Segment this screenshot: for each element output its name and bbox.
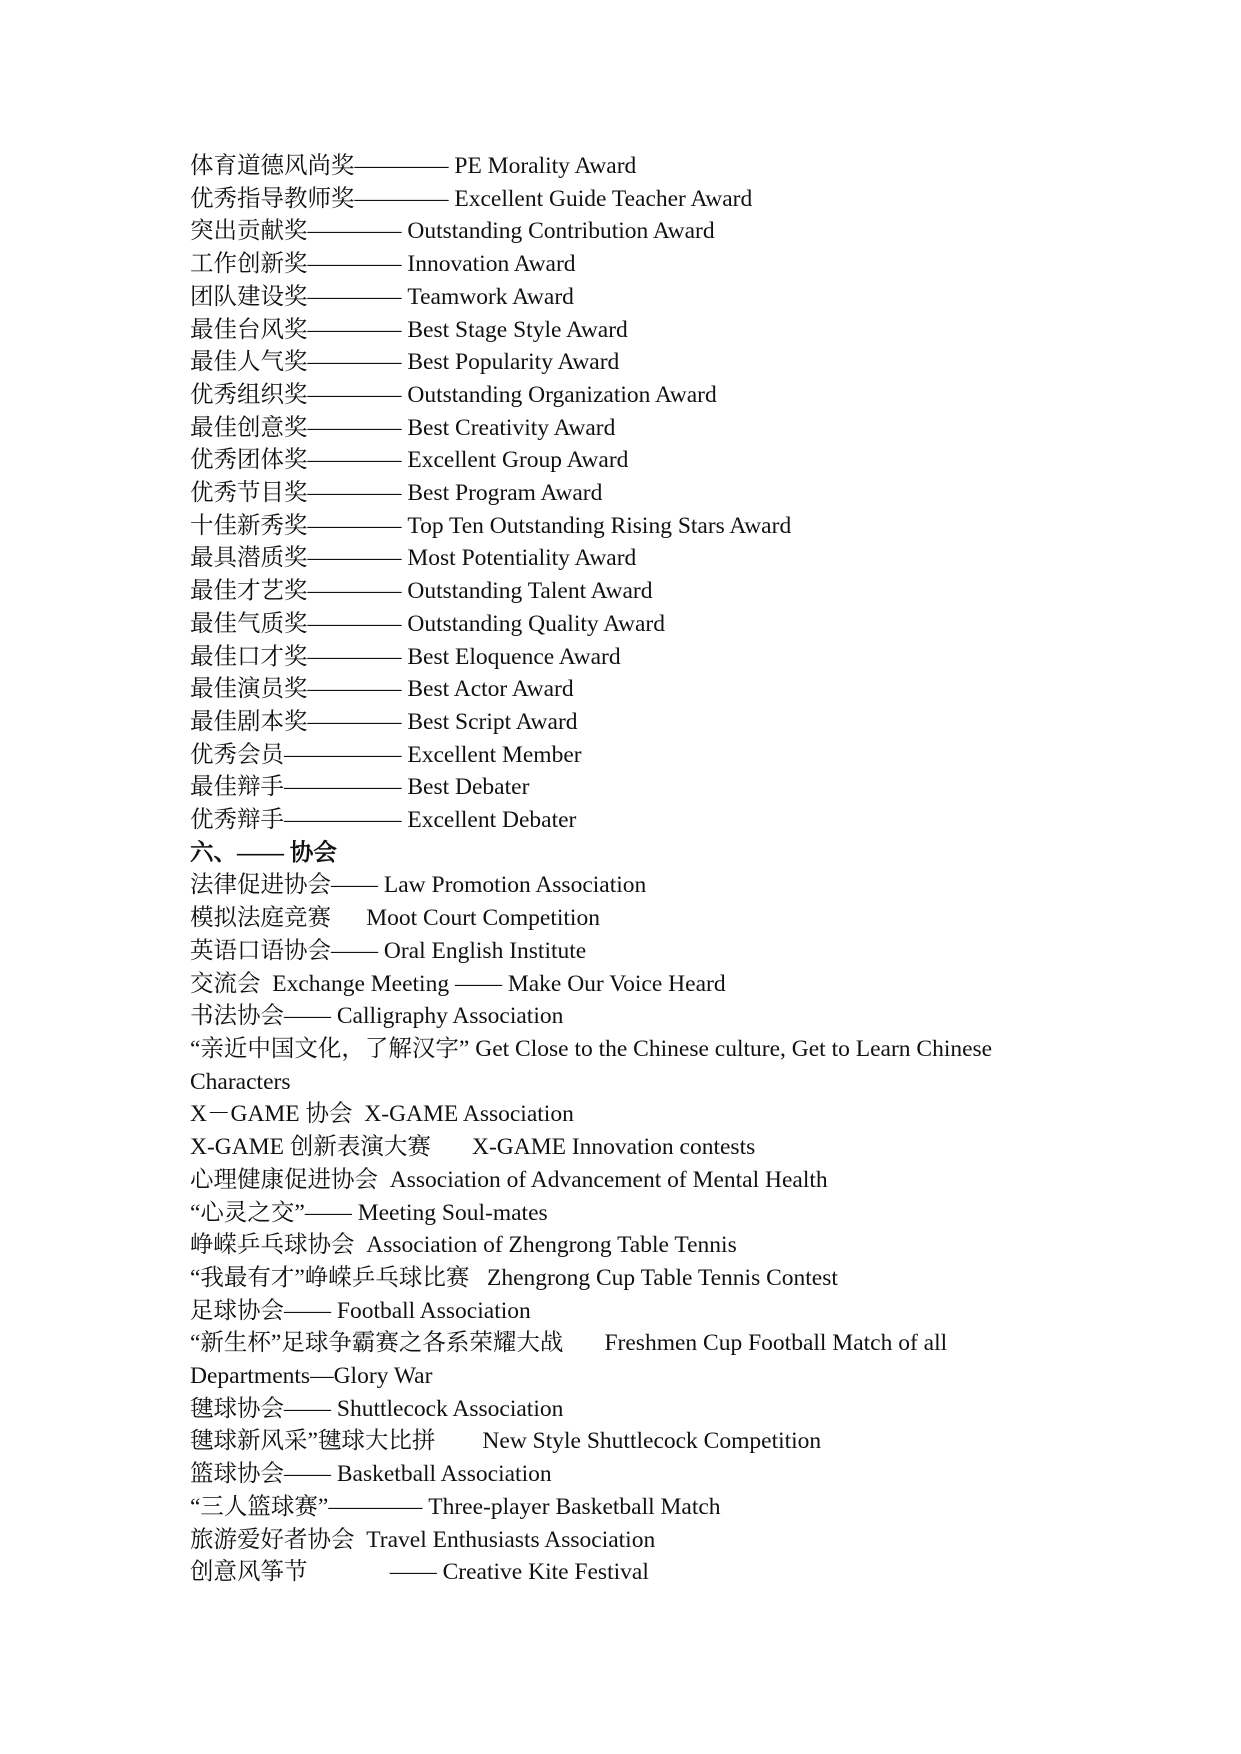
association-line: “新生杯”足球争霸赛之各系荣耀大战 Freshmen Cup Football Match of all Departments—Glory War <box>190 1330 954 1390</box>
award-line: 最佳口才奖———— Best Eloquence Award <box>190 643 621 670</box>
award-line: 优秀会员————— Excellent Member <box>190 741 582 768</box>
award-list <box>190 150 1070 837</box>
association-line: “亲近中国文化，了解汉字” Get Close to the Chinese culture, Get to Learn Chinese Characters <box>190 1035 998 1095</box>
association-line: “三人篮球赛”———— Three-player Basketball Match <box>190 1493 721 1520</box>
association-line: 模拟法庭竞赛 Moot Court Competition <box>190 905 600 932</box>
award-line: 优秀辩手————— Excellent Debater <box>190 807 577 834</box>
association-line: 创意风筝节 —— Creative Kite Festival <box>190 1559 649 1586</box>
association-line: 毽球新风采”毽球大比拼 New Style Shuttlecock Competition <box>190 1428 822 1455</box>
document-body <box>190 150 1070 1589</box>
award-line: 最佳演员奖———— Best Actor Award <box>190 676 574 703</box>
association-line: 毽球协会—— Shuttlecock Association <box>190 1395 564 1422</box>
association-line: 篮球协会—— Basketball Association <box>190 1461 552 1488</box>
association-line: 峥嵘乒乓球协会 Association of Zhengrong Table Tennis <box>190 1232 737 1259</box>
award-line: 最具潜质奖———— Most Potentiality Award <box>190 545 637 572</box>
award-line: 最佳剧本奖———— Best Script Award <box>190 708 578 735</box>
section-heading: 六、—— 协会 <box>190 839 337 866</box>
association-line: 英语口语协会—— Oral English Institute <box>190 937 587 964</box>
award-line: 最佳创意奖———— Best Creativity Award <box>190 414 616 441</box>
award-line: 最佳才艺奖———— Outstanding Talent Award <box>190 578 653 605</box>
award-line: 最佳人气奖———— Best Popularity Award <box>190 349 620 376</box>
association-line: 书法协会—— Calligraphy Association <box>190 1003 564 1030</box>
association-line: X－GAME 协会 X-GAME Association <box>190 1101 574 1128</box>
association-line: 心理健康促进协会 Association of Advancement of Mental Health <box>190 1166 828 1193</box>
association-line: 旅游爱好者协会 Travel Enthusiasts Association <box>190 1526 656 1553</box>
award-line: 最佳辩手————— Best Debater <box>190 774 530 801</box>
association-list <box>190 869 1070 1588</box>
award-line: 优秀指导教师奖———— Excellent Guide Teacher Award <box>190 185 753 212</box>
association-line: “心灵之交”—— Meeting Soul-mates <box>190 1199 548 1226</box>
association-line: 足球协会—— Football Association <box>190 1297 531 1324</box>
association-line: “我最有才”峥嵘乒乓球比赛 Zhengrong Cup Table Tennis Contest <box>190 1264 838 1291</box>
award-line: 最佳气质奖———— Outstanding Quality Award <box>190 610 665 637</box>
association-line: 法律促进协会—— Law Promotion Association <box>190 872 647 899</box>
award-line: 体育道德风尚奖———— PE Morality Award <box>190 153 637 179</box>
award-line: 优秀节目奖———— Best Program Award <box>190 480 603 507</box>
award-line: 最佳台风奖———— Best Stage Style Award <box>190 316 628 343</box>
association-line: 交流会 Exchange Meeting —— Make Our Voice Heard <box>190 970 726 997</box>
award-line: 优秀组织奖———— Outstanding Organization Award <box>190 381 717 408</box>
award-line: 十佳新秀奖———— Top Ten Outstanding Rising Stars Award <box>190 512 792 539</box>
award-line: 突出贡献奖———— Outstanding Contribution Award <box>190 218 715 245</box>
award-line: 团队建设奖———— Teamwork Award <box>190 283 574 310</box>
award-line: 工作创新奖———— Innovation Award <box>190 251 576 278</box>
award-line: 优秀团体奖———— Excellent Group Award <box>190 447 629 474</box>
association-line: X-GAME 创新表演大赛 X-GAME Innovation contests <box>190 1134 756 1161</box>
